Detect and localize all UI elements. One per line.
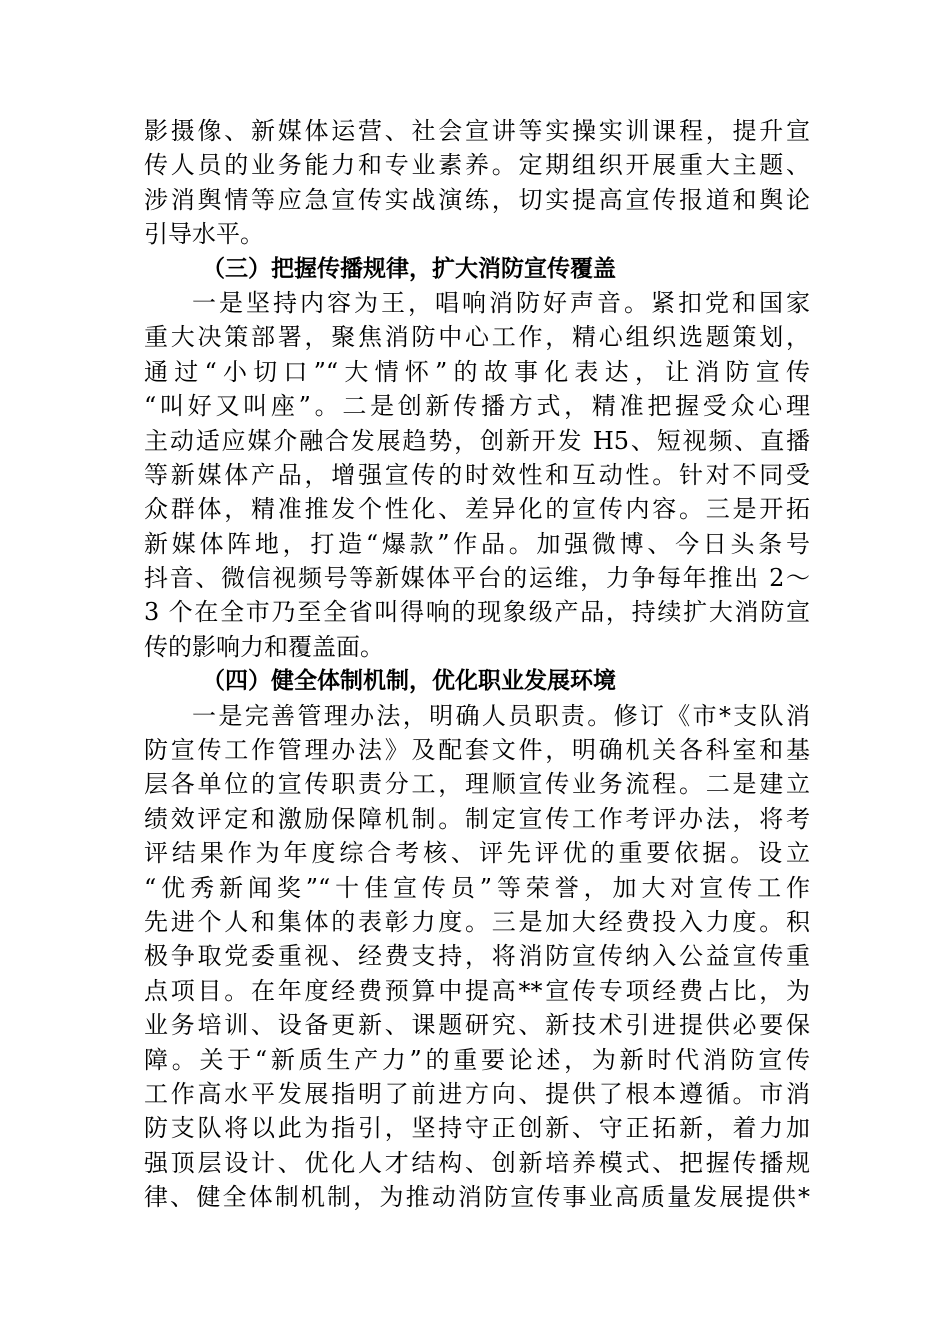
text-line: 等新媒体产品，增强宣传的时效性和互动性。针对不同受	[144, 460, 810, 489]
section-heading: （四）健全体制机制，优化职业发展环境	[202, 668, 616, 695]
text-line: 一是坚持内容为王，唱响消防好声音。紧扣党和国家	[192, 288, 810, 317]
text-line: 极争取党委重视、经费支持，将消防宣传纳入公益宣传重	[144, 942, 810, 971]
text-line: 传的影响力和覆盖面。	[144, 632, 384, 661]
text-line: 业务培训、设备更新、课题研究、新技术引进提供必要保	[144, 1011, 810, 1040]
text-line: 引导水平。	[144, 220, 264, 249]
text-line: 工作高水平发展指明了前进方向、提供了根本遵循。市消	[144, 1079, 810, 1108]
text-line: 绩效评定和激励保障机制。制定宣传工作考评办法，将考	[144, 804, 810, 833]
text-line: 众群体，精准推发个性化、差异化的宣传内容。三是开拓	[144, 495, 810, 524]
text-line: 先进个人和集体的表彰力度。三是加大经费投入力度。积	[144, 907, 810, 936]
text-line: 一是完善管理办法，明确人员职责。修订《市*支队消	[192, 701, 810, 730]
text-line: 障。关于“新质生产力”的重要论述，为新时代消防宣传	[144, 1045, 810, 1074]
section-heading: （三）把握传播规律，扩大消防宣传覆盖	[202, 255, 616, 282]
text-line: “优秀新闻奖”“十佳宣传员”等荣誉，加大对宣传工作	[144, 873, 810, 902]
text-line: 主动适应媒介融合发展趋势，创新开发 H5、短视频、直播	[144, 426, 810, 455]
text-line: “叫好又叫座”。二是创新传播方式，精准把握受众心理	[144, 392, 810, 421]
document-page	[144, 114, 810, 1215]
text-line: 传人员的业务能力和专业素养。定期组织开展重大主题、	[144, 151, 810, 180]
text-line: 通过“小切口”“大情怀”的故事化表达，让消防宣传	[144, 357, 810, 386]
text-line: 强顶层设计、优化人才结构、创新培养模式、把握传播规	[144, 1148, 810, 1177]
text-line: 律、健全体制机制，为推动消防宣传事业高质量发展提供*	[144, 1183, 810, 1212]
text-line: 重大决策部署，聚焦消防中心工作，精心组织选题策划，	[144, 323, 810, 352]
text-line: 影摄像、新媒体运营、社会宣讲等实操实训课程，提升宣	[144, 117, 810, 145]
text-line: 防支队将以此为指引，坚持守正创新、守正拓新，着力加	[144, 1114, 810, 1143]
text-line: 3 个在全市乃至全省叫得响的现象级产品，持续扩大消防宣	[144, 598, 810, 627]
text-line: 层各单位的宣传职责分工，理顺宣传业务流程。二是建立	[144, 770, 810, 799]
text-line: 抖音、微信视频号等新媒体平台的运维，力争每年推出 2～	[144, 564, 810, 593]
text-line: 防宣传工作管理办法》及配套文件，明确机关各科室和基	[144, 736, 810, 765]
text-line: 点项目。在年度经费预算中提高**宣传专项经费占比，为	[144, 976, 810, 1005]
text-line: 新媒体阵地，打造“爆款”作品。加强微博、今日头条号	[144, 529, 810, 558]
text-line: 评结果作为年度综合考核、评先评优的重要依据。设立	[144, 839, 810, 868]
text-line: 涉消舆情等应急宣传实战演练，切实提高宣传报道和舆论	[144, 185, 810, 214]
